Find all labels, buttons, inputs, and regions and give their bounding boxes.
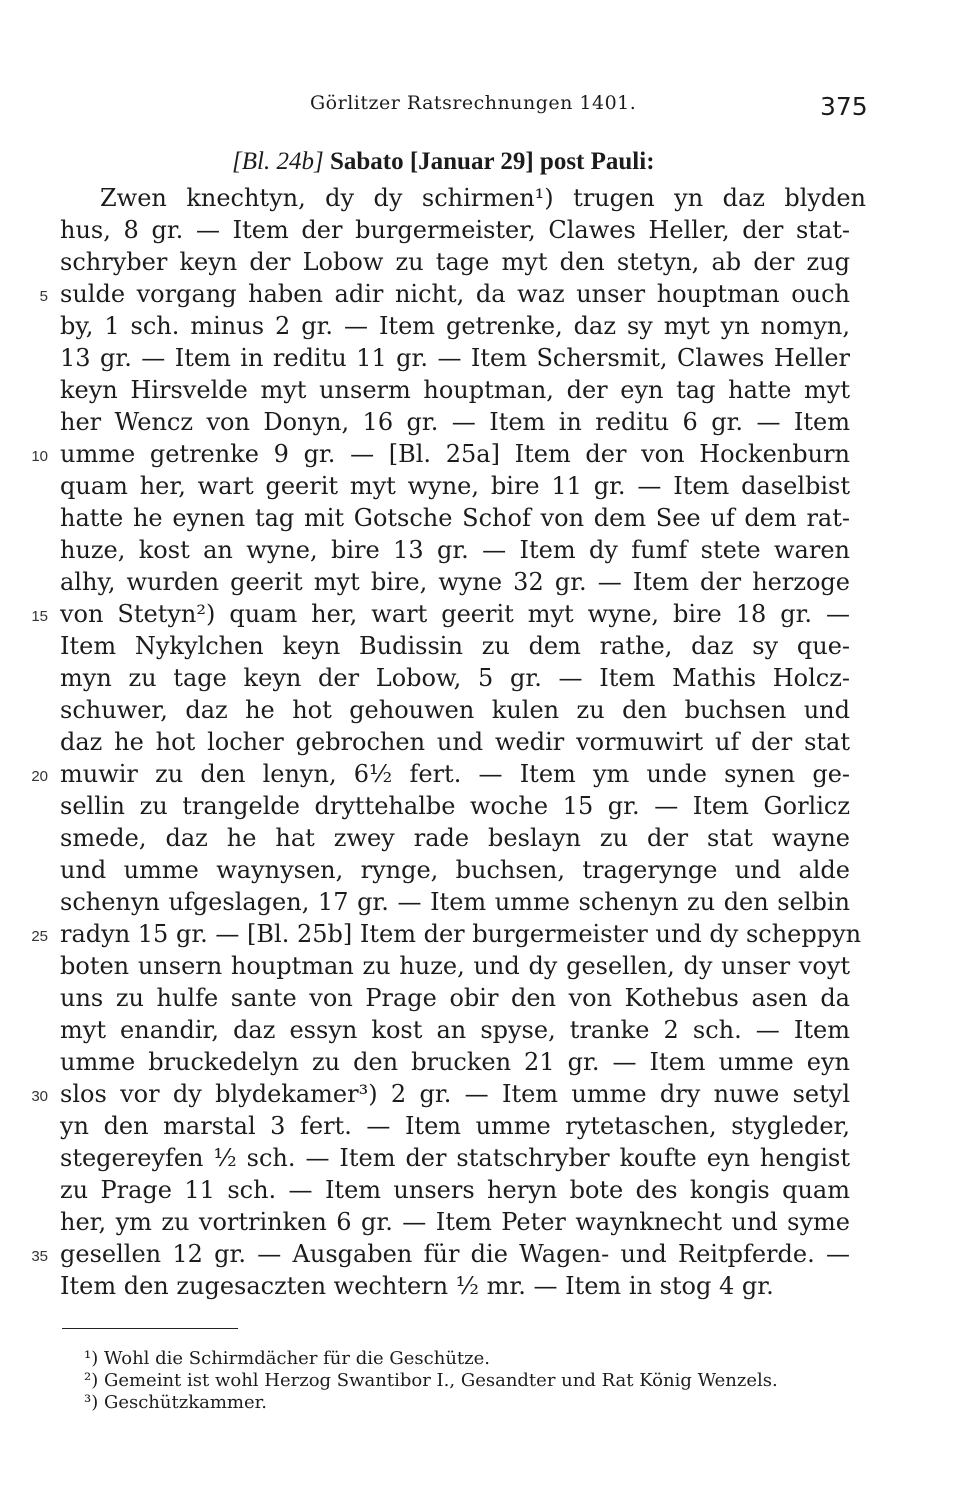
text-line: von Stetyn²) quam her, wart geerit myt wyne, bire 18 gr. —	[60, 600, 850, 628]
folio-reference: [Bl. 24b]	[232, 148, 324, 175]
footnote: ¹) Wohl die Schirmdächer für die Geschütze.	[84, 1348, 491, 1369]
footnote-divider	[62, 1328, 238, 1329]
text-line: Item Nykylchen keyn Budissin zu dem rathe, daz sy que-	[60, 632, 850, 660]
footnote: ²) Gemeint ist wohl Herzog Swantibor I., Gesandter und Rat König Wenzels.	[84, 1370, 778, 1391]
text-line: gesellen 12 gr. — Ausgaben für die Wagen- und Reitpferde. —	[60, 1240, 850, 1268]
text-line: her Wencz von Donyn, 16 gr. — Item in reditu 6 gr. — Item	[60, 408, 850, 436]
running-title: Görlitzer Ratsrechnungen 1401.	[310, 92, 637, 114]
text-line: her, ym zu vortrinken 6 gr. — Item Peter waynknecht und syme	[60, 1208, 850, 1236]
text-line: hus, 8 gr. — Item der burgermeister, Clawes Heller, der stat-	[60, 216, 850, 244]
text-line: myn zu tage keyn der Lobow, 5 gr. — Item Mathis Holcz-	[60, 664, 850, 692]
text-line: sellin zu trangelde dryttehalbe woche 15 gr. — Item Gorlicz	[60, 792, 850, 820]
line-number: 15	[31, 608, 48, 625]
line-number: 35	[31, 1248, 48, 1265]
text-line: schuwer, daz he hot gehouwen kulen zu den buchsen und	[60, 696, 850, 724]
text-line: umme bruckedelyn zu den brucken 21 gr. — Item umme eyn	[60, 1048, 850, 1076]
text-line: zu Prage 11 sch. — Item unsers heryn bote des kongis quam	[60, 1176, 850, 1204]
text-line: quam her, wart geerit myt wyne, bire 11 gr. — Item daselbist	[60, 472, 850, 500]
text-line: smede, daz he hat zwey rade beslayn zu der stat wayne	[60, 824, 850, 852]
text-line: by, 1 sch. minus 2 gr. — Item getrenke, daz sy myt yn nomyn,	[60, 312, 850, 340]
text-line: slos vor dy blydekamer³) 2 gr. — Item umme dry nuwe setyl	[60, 1080, 850, 1108]
text-line: uns zu hulfe sante von Prage obir den von Kothebus asen da	[60, 984, 850, 1012]
text-line: boten unsern houptman zu huze, und dy gesellen, dy unser voyt	[60, 952, 850, 980]
line-number: 25	[31, 928, 48, 945]
text-line: schryber keyn der Lobow zu tage myt den stetyn, ab der zug	[60, 248, 850, 276]
text-line: muwir zu den lenyn, 6½ fert. — Item ym unde synen ge-	[60, 760, 850, 788]
text-line: myt enandir, daz essyn kost an spyse, tranke 2 sch. — Item	[60, 1016, 850, 1044]
text-line: sulde vorgang haben adir nicht, da waz unser houptman ouch	[60, 280, 850, 308]
text-line: yn den marstal 3 fert. — Item umme rytetaschen, stygleder,	[60, 1112, 850, 1140]
text-line: Zwen knechtyn, dy dy schirmen¹) trugen yn daz blyden	[100, 184, 866, 212]
text-line: umme getrenke 9 gr. — [Bl. 25a] Item der von Hockenburn	[60, 440, 850, 468]
text-line: und umme waynysen, rynge, buchsen, tragerynge und alde	[60, 856, 850, 884]
text-line: Item den zugesaczten wechtern ½ mr. — Item in stog 4 gr.	[60, 1272, 774, 1300]
line-number: 10	[31, 448, 48, 465]
page-number: 375	[820, 92, 868, 121]
text-line: huze, kost an wyne, bire 13 gr. — Item dy fumf stete waren	[60, 536, 850, 564]
text-line: hatte he eynen tag mit Gotsche Schof von dem See uf dem rat-	[60, 504, 850, 532]
footnote: ³) Geschützkammer.	[84, 1392, 267, 1413]
line-number: 30	[31, 1088, 48, 1105]
heading-text: Sabato [Januar 29] post Pauli:	[329, 148, 655, 175]
text-line: stegereyfen ½ sch. — Item der statschryber koufte eyn hengist	[60, 1144, 850, 1172]
text-line: alhy, wurden geerit myt bire, wyne 32 gr. — Item der herzoge	[60, 568, 850, 596]
text-line: schenyn ufgeslagen, 17 gr. — Item umme schenyn zu den selbin	[60, 888, 850, 916]
text-line: 13 gr. — Item in reditu 11 gr. — Item Schersmit, Clawes Heller	[60, 344, 850, 372]
text-line: radyn 15 gr. — [Bl. 25b] Item der burgermeister und dy scheppyn	[60, 920, 862, 948]
line-number: 5	[39, 288, 48, 305]
section-heading	[232, 148, 655, 176]
text-line: daz he hot locher gebrochen und wedir vormuwirt uf der stat	[60, 728, 850, 756]
line-number: 20	[31, 768, 48, 785]
text-line: keyn Hirsvelde myt unserm houptman, der eyn tag hatte myt	[60, 376, 850, 404]
